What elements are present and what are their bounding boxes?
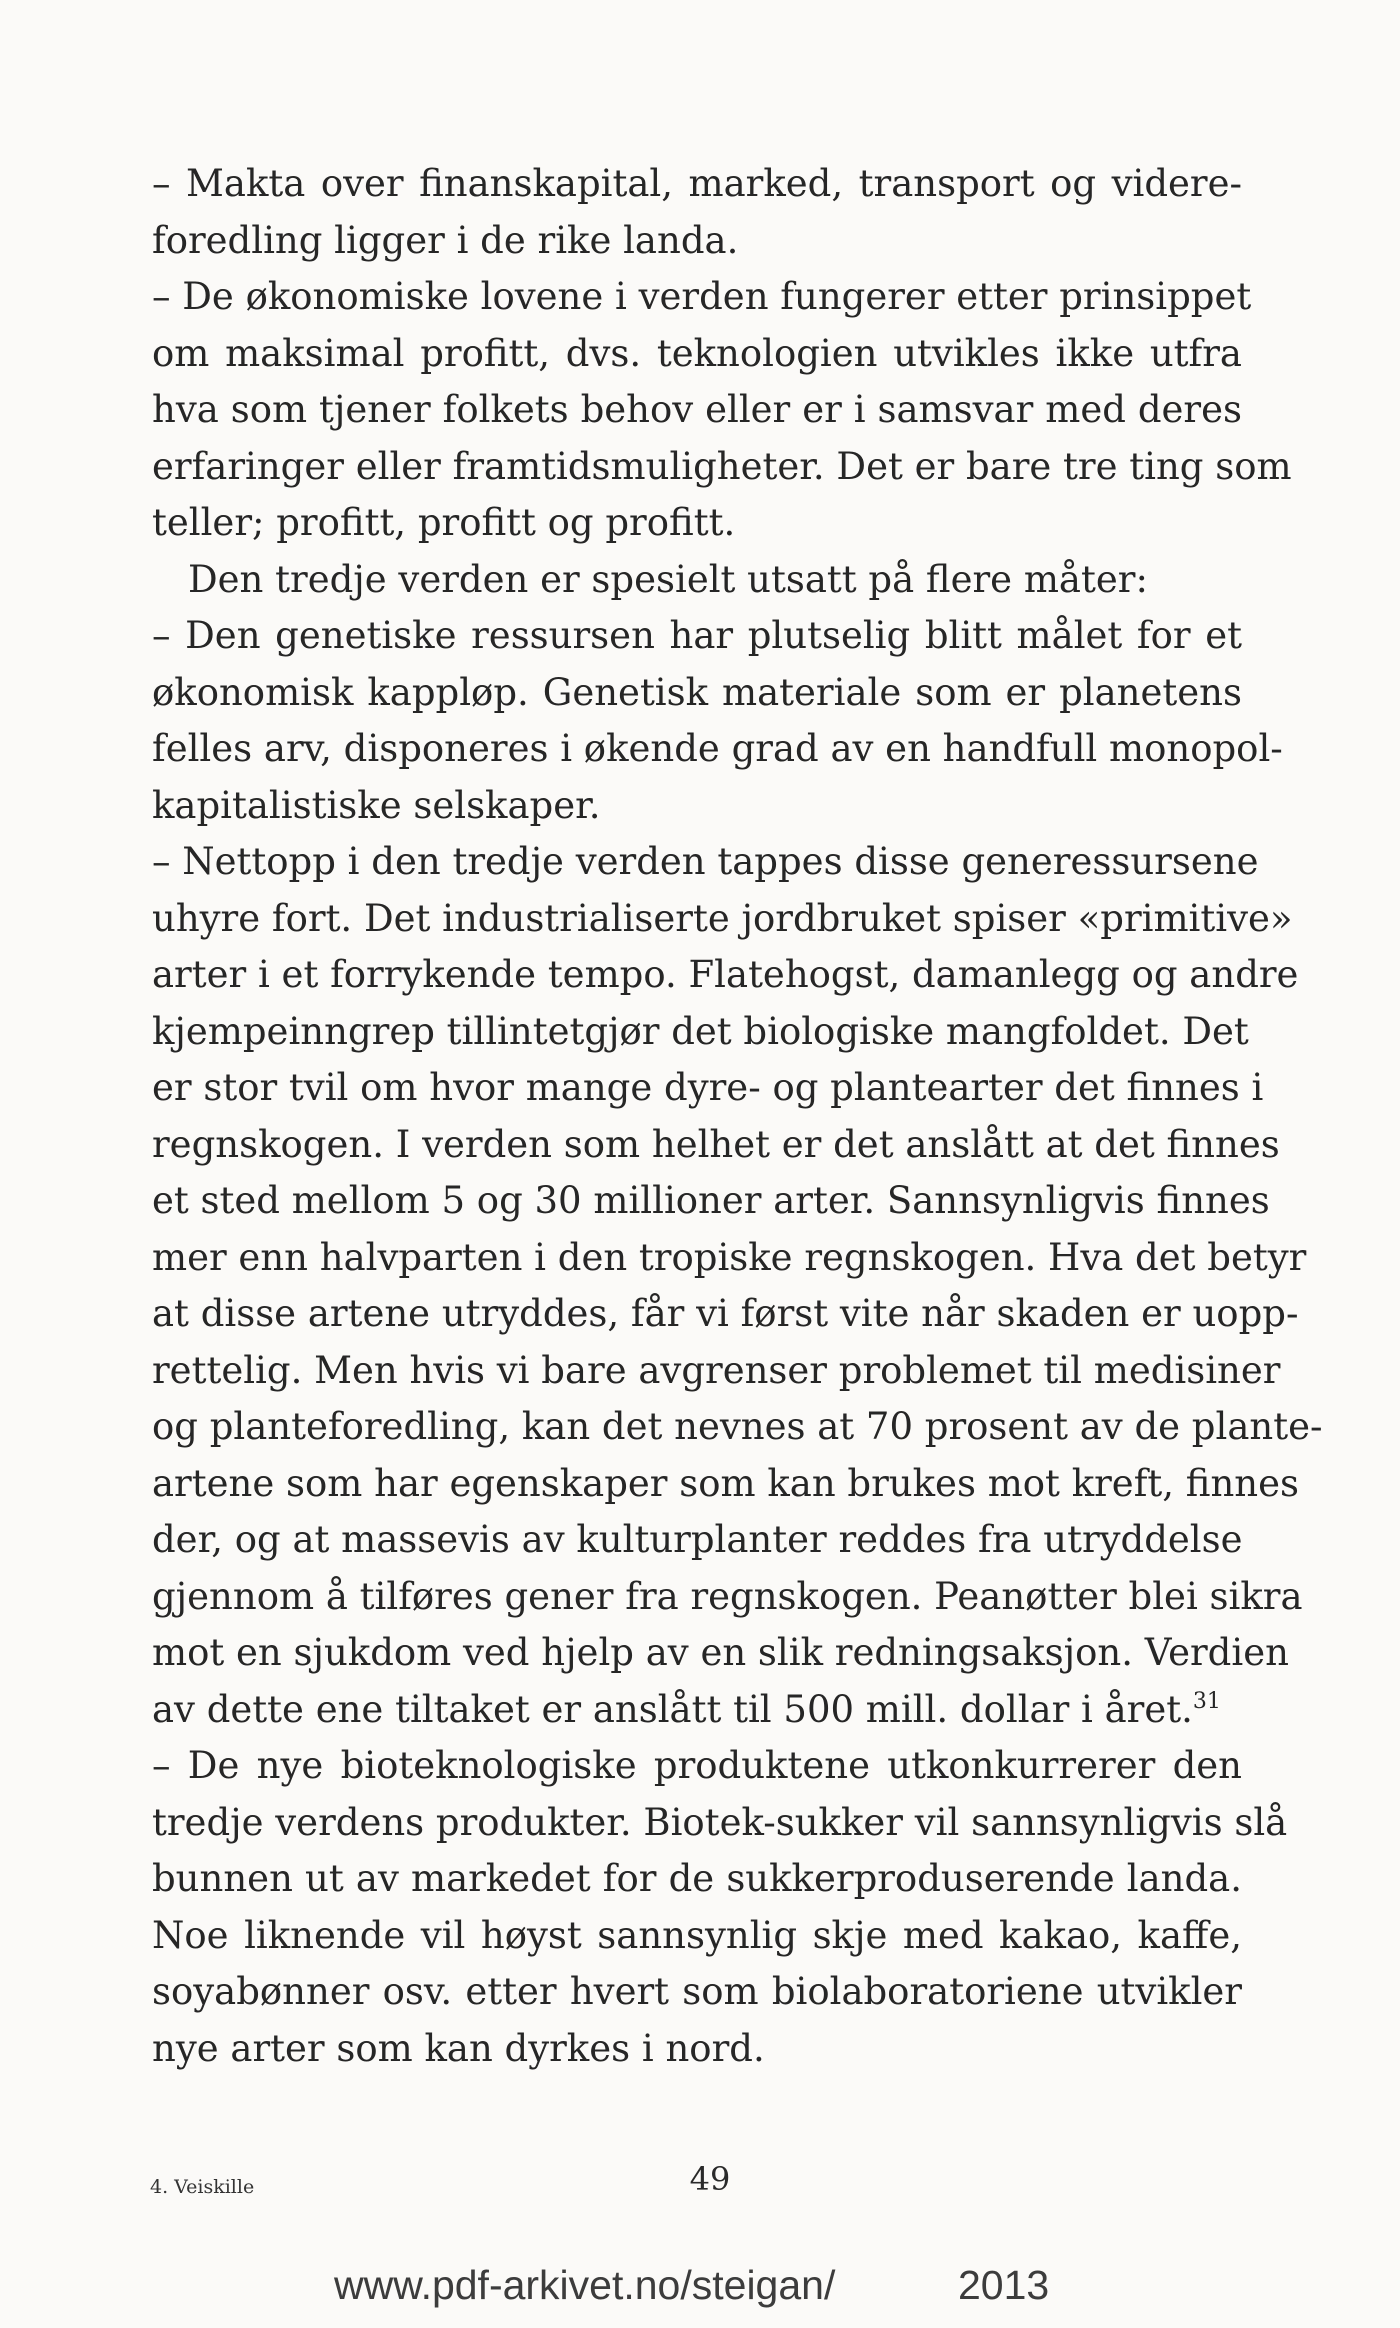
text-line: uhyre fort. Det industrialiserte jordbruket spiser «primitive»: [152, 896, 1293, 940]
text-line: hva som tjener folkets behov eller er i samsvar med deres: [152, 388, 1242, 431]
text-line: soyabønner osv. etter hvert som biolaboratoriene utvikler: [152, 1970, 1242, 2013]
text-line: – Den genetiske ressursen har plutselig blitt målet for et: [152, 614, 1242, 657]
text-line-content: av dette ene tiltaket er anslått til 500 mill. dollar i året.: [152, 1687, 1193, 1731]
text-line: erfaringer eller framtidsmuligheter. Det er bare tre ting som: [152, 444, 1292, 488]
text-line: der, og at massevis av kulturplanter reddes fra utryddelse: [152, 1518, 1243, 1561]
text-line: tredje verdens produkter. Biotek-sukker vil sannsynligvis slå: [152, 1800, 1288, 1844]
text-line: Den tredje verden er spesielt utsatt på flere måter:: [188, 557, 1148, 601]
text-line: bunnen ut av markedet for de sukkerproduserende landa.: [152, 1857, 1242, 1900]
text-line: at disse artene utryddes, får vi først vite når skaden er uopp-: [152, 1292, 1299, 1335]
footnote-reference: 31: [1192, 1688, 1221, 1714]
text-line: gjennom å tilføres gener fra regnskogen. Peanøtter blei sikra: [152, 1574, 1303, 1618]
printer-signature: 4. Veiskille: [150, 2176, 255, 2198]
text-line: er stor tvil om hvor mange dyre- og plantearter det finnes i: [152, 1066, 1264, 1109]
text-line: Noe liknende vil høyst sannsynlig skje med kakao, kaffe,: [152, 1913, 1242, 1957]
text-line: mer enn halvparten i den tropiske regnskogen. Hva det betyr: [152, 1235, 1307, 1279]
text-line: rettelig. Men hvis vi bare avgrenser problemet til medisiner: [152, 1348, 1281, 1392]
watermark-year: 2013: [958, 2262, 1050, 2308]
body-text: [152, 156, 1323, 2077]
text-line: økonomisk kappløp. Genetisk materiale som er planetens: [152, 670, 1242, 714]
text-line: felles arv, disponeres i økende grad av en handfull monopol-: [152, 727, 1283, 770]
text-line: – De økonomiske lovene i verden fungerer etter prinsippet: [152, 275, 1252, 318]
page-number: 49: [689, 2160, 731, 2198]
text-line: kjempeinngrep tillintetgjør det biologiske mangfoldet. Det: [152, 1009, 1249, 1053]
text-line: foredling ligger i de rike landa.: [152, 218, 739, 262]
text-line: om maksimal profitt, dvs. teknologien utvikles ikke utfra: [152, 331, 1242, 375]
text-line: teller; profitt, profitt og profitt.: [152, 501, 736, 544]
watermark-url: www.pdf-arkivet.no/steigan/: [334, 2262, 836, 2308]
text-line: nye arter som kan dyrkes i nord.: [152, 2026, 765, 2070]
text-line: [152, 1682, 1242, 1739]
text-line: og planteforedling, kan det nevnes at 70 prosent av de plante-: [152, 1405, 1323, 1448]
text-line: mot en sjukdom ved hjelp av en slik redningsaksjon. Verdien: [152, 1631, 1289, 1674]
text-line: – Makta over finanskapital, marked, transport og videre-: [152, 162, 1242, 205]
text-line: et sted mellom 5 og 30 millioner arter. Sannsynligvis finnes: [152, 1179, 1270, 1222]
text-line: – Nettopp i den tredje verden tappes disse generessursene: [152, 840, 1259, 883]
text-line: arter i et forrykende tempo. Flatehogst, damanlegg og andre: [152, 953, 1299, 996]
text-line: – De nye bioteknologiske produktene utkonkurrerer den: [152, 1744, 1242, 1787]
text-line: kapitalistiske selskaper.: [152, 783, 601, 827]
text-line: regnskogen. I verden som helhet er det anslått at det finnes: [152, 1122, 1280, 1166]
text-line: artene som har egenskaper som kan brukes mot kreft, finnes: [152, 1461, 1299, 1505]
